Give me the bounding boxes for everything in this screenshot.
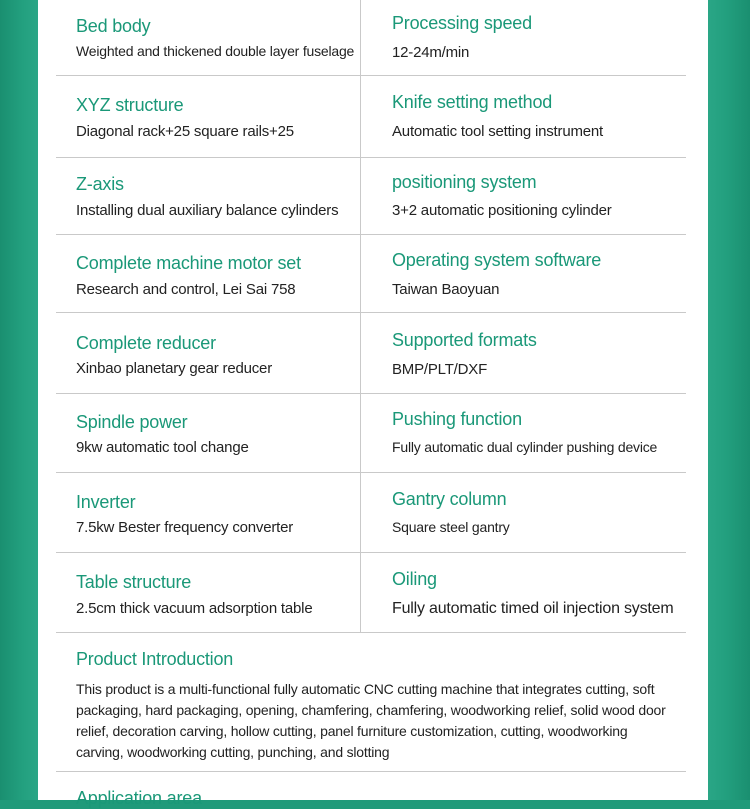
spec-label: Pushing function [392,409,522,429]
spec-value: Research and control, Lei Sai 758 [76,281,296,298]
spec-label: Oiling [392,569,437,589]
spec-label: Complete machine motor set [76,253,301,273]
spec-cell-left [56,313,361,393]
spec-cell-left [56,158,361,234]
spec-label: Supported formats [392,330,537,350]
spec-row-xyz [56,76,686,158]
spec-label: Spindle power [76,412,188,432]
spec-value: 3+2 automatic positioning cylinder [392,202,612,219]
spec-label: positioning system [392,172,537,192]
spec-value: 7.5kw Bester frequency converter [76,519,294,536]
spec-value: Diagonal rack+25 square rails+25 [76,123,294,140]
spec-value: Square steel gantry [392,519,510,535]
spec-label: Processing speed [392,13,532,33]
spec-table [56,0,686,809]
spec-cell-right [361,235,686,312]
spec-row-reducer [56,313,686,394]
spec-value: Automatic tool setting instrument [392,123,604,140]
spec-cell-left [56,473,361,552]
spec-value: Xinbao planetary gear reducer [76,360,272,377]
spec-label: Knife setting method [392,92,553,112]
spec-value: Taiwan Baoyuan [392,281,500,298]
application-area [56,772,686,809]
right-background-strip [708,0,750,800]
spec-cell-right [361,473,686,552]
spec-cell-left [56,394,361,472]
spec-label: Z-axis [76,174,124,194]
spec-cell-left [56,0,361,75]
spec-label: Bed body [76,16,151,36]
intro-text: This product is a multi-functional fully automatic CNC cutting machine that integrates cutting, soft packaging, hard packaging, opening, chamfering, chamfering, woodworking relief, solid wood door relief, decoration carving, hollow cutting, panel furniture customization, cutting, woodworking carving, woodworking cutting, punching, and slotting [76,681,666,760]
spec-row-table [56,553,686,633]
left-background-strip [0,0,38,800]
product-introduction [56,633,686,772]
spec-label: Gantry column [392,489,507,509]
spec-label: Complete reducer [76,333,216,353]
spec-cell-left [56,553,361,632]
spec-cell-left [56,76,361,157]
spec-value: Weighted and thickened double layer fuselage [76,43,355,59]
spec-label: XYZ structure [76,95,184,115]
spec-label: Inverter [76,492,136,512]
spec-value: BMP/PLT/DXF [392,361,488,378]
spec-cell-right [361,553,686,632]
spec-value: 12-24m/min [392,44,470,61]
application-title: Application area [76,788,202,808]
spec-row-z-axis [56,158,686,235]
intro-title: Product Introduction [76,649,234,669]
spec-card [38,0,708,808]
spec-cell-right [361,0,686,75]
spec-row-bed-body [56,0,686,76]
spec-row-motor [56,235,686,313]
spec-value: Fully automatic timed oil injection system [392,600,674,617]
spec-label: Operating system software [392,250,602,270]
spec-cell-right [361,313,686,393]
spec-row-spindle [56,394,686,473]
spec-value: 9kw automatic tool change [76,439,249,456]
spec-value: 2.5cm thick vacuum adsorption table [76,600,313,617]
spec-cell-left [56,235,361,312]
spec-cell-right [361,76,686,157]
spec-cell-right [361,158,686,234]
spec-label: Table structure [76,572,192,592]
spec-value: Fully automatic dual cylinder pushing device [392,439,658,455]
spec-row-inverter [56,473,686,553]
spec-cell-right [361,394,686,472]
spec-value: Installing dual auxiliary balance cylinders [76,202,339,219]
